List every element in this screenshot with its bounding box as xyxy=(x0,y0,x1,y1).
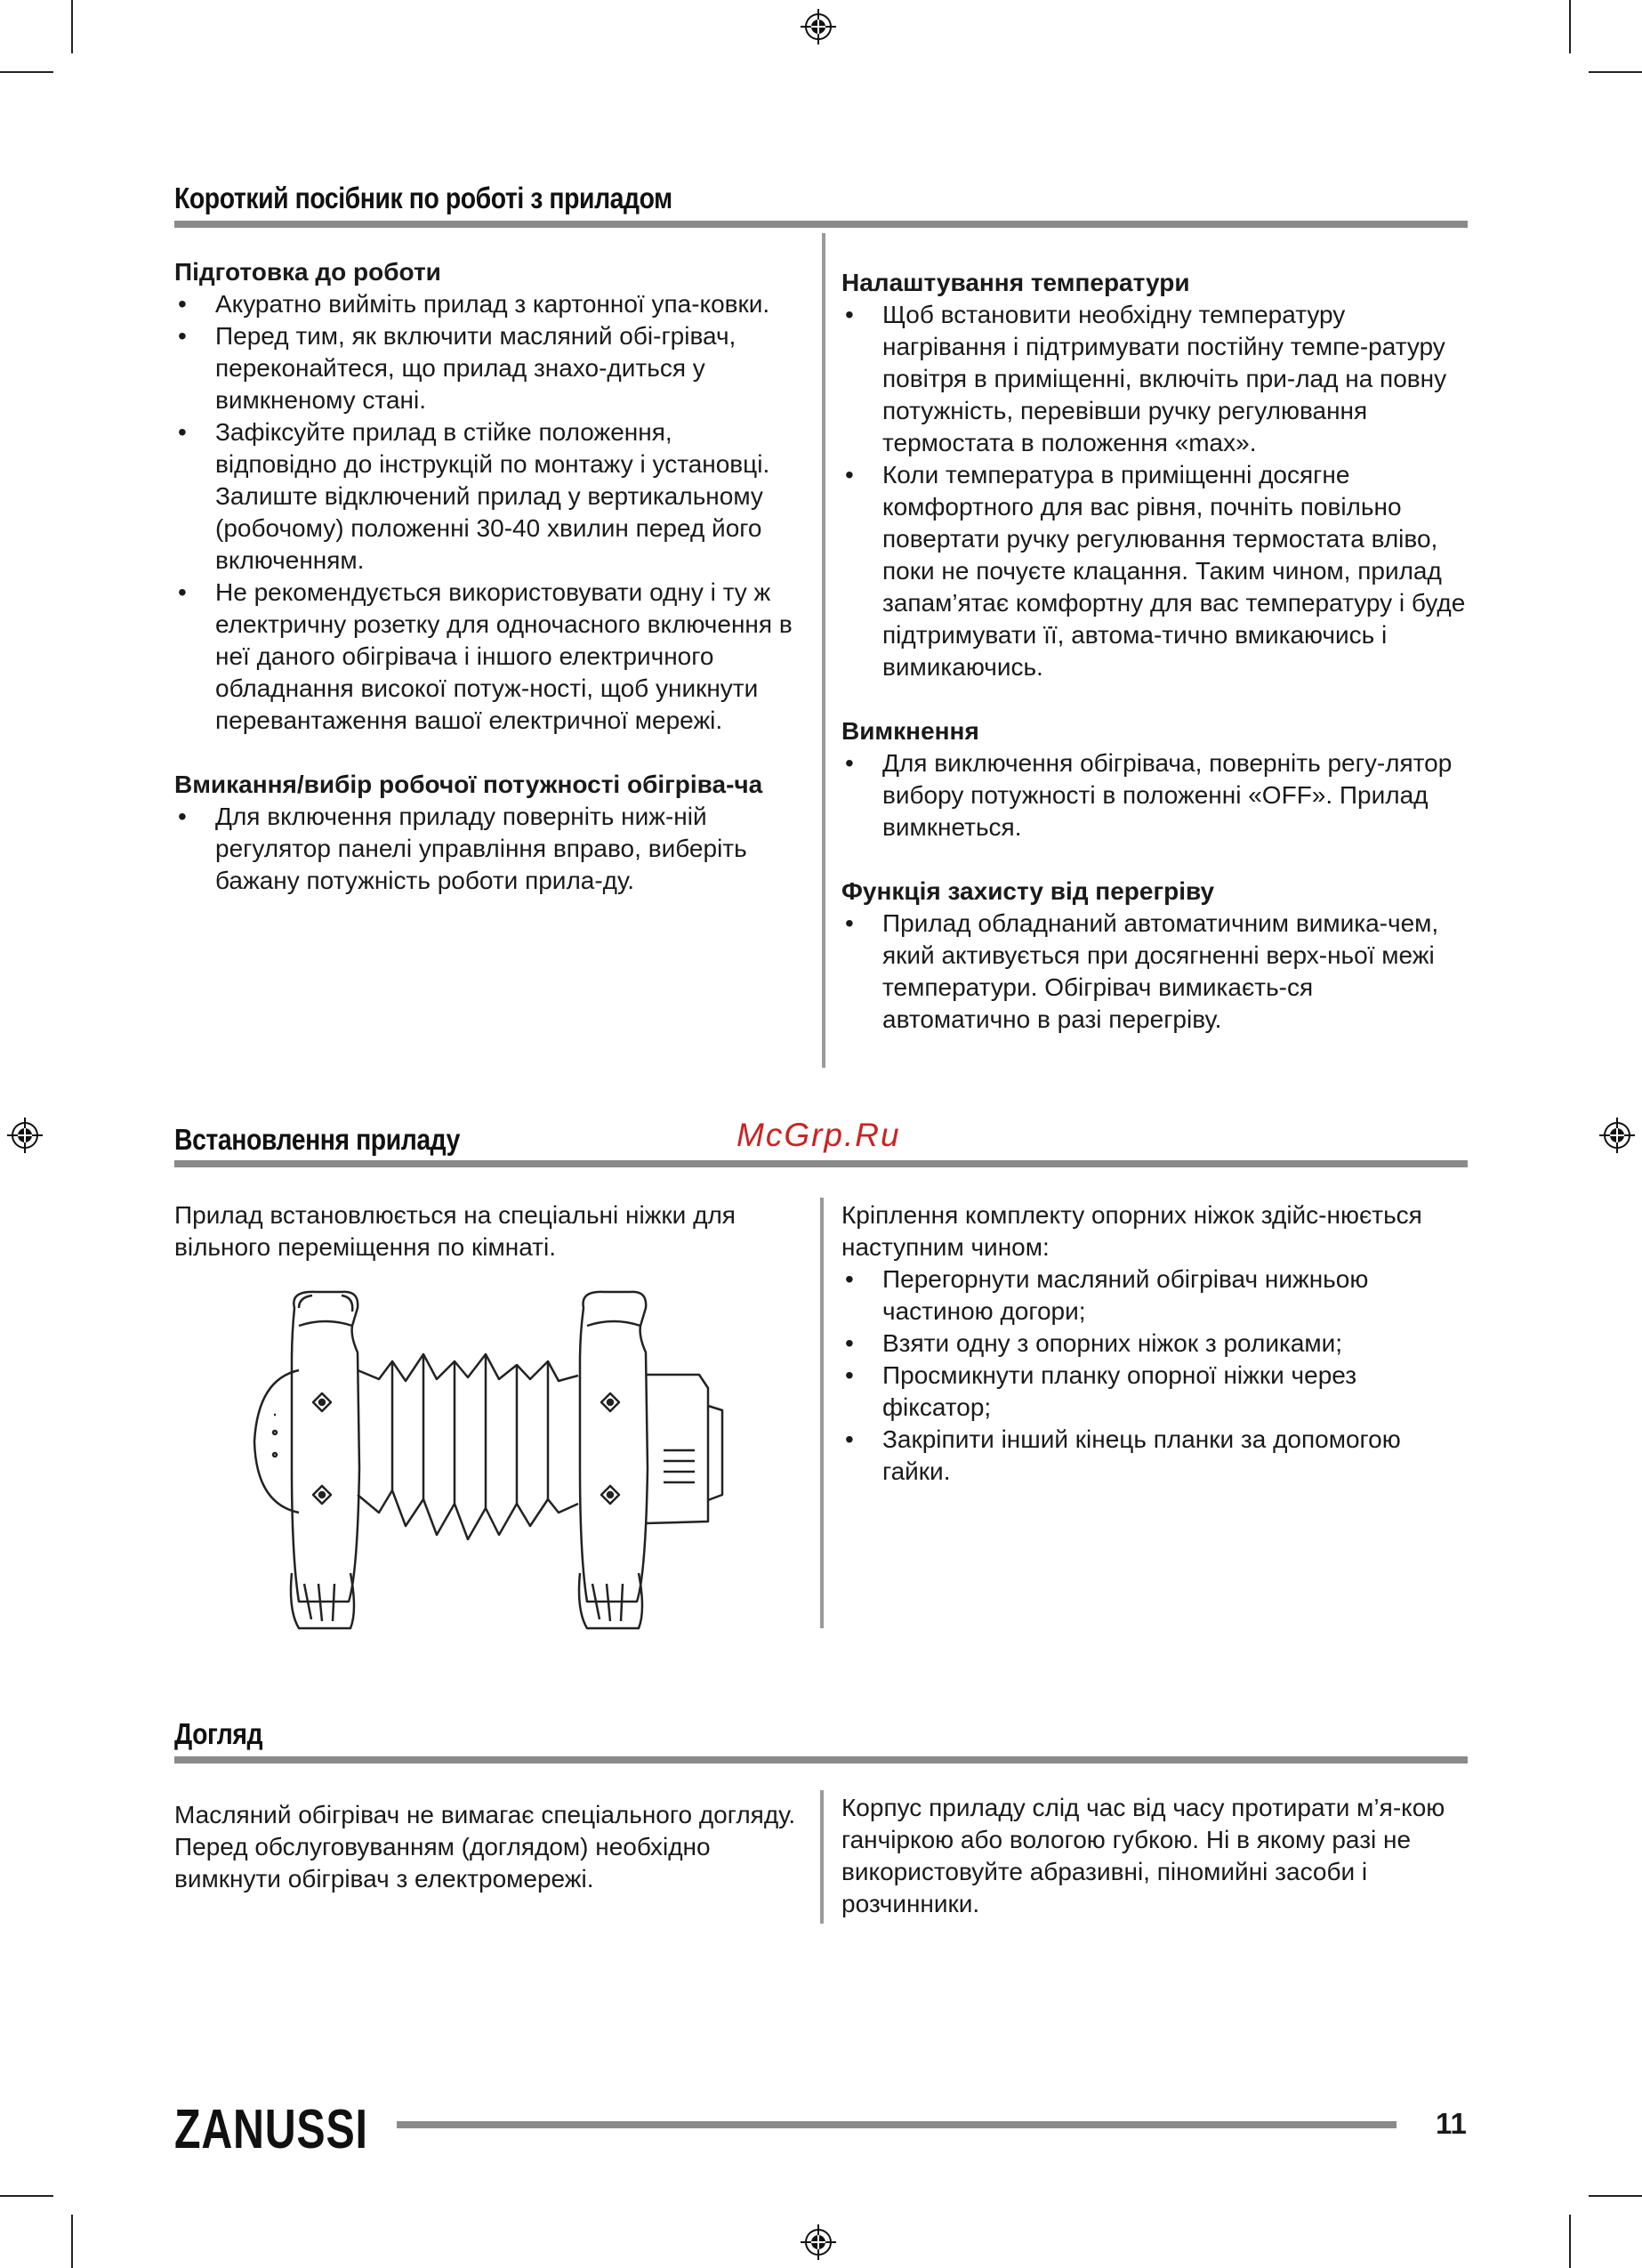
list-item: • Взяти одну з опорних ніжок з роликами; xyxy=(841,1328,1468,1360)
crop-mark xyxy=(1589,71,1642,73)
crop-mark xyxy=(1569,0,1571,53)
list-item: • Прилад обладнаний автоматичним вимика-чем, який активується при досягненні верх-ньої межі температури. Обігрівач вимикаєть-ся автоматично в разі перегріву. xyxy=(841,908,1468,1036)
list-item: • Коли температура в приміщенні досягне комфортного для вас рівня, почніть повільно повертати ручку регулювання термостата вліво, поки не почуєте клацання. Таким чином, прилад запам’ятає комфортну для вас температуру і буде підтримувати її, автома-тично вмикаючись і вимикаючись. xyxy=(841,459,1468,683)
installation-paragraph: Прилад встановлюється на спеціальні ніжки для вільного переміщення по кімнаті. xyxy=(174,1201,736,1261)
crop-mark xyxy=(71,2215,73,2268)
list-item: • Не рекомендується використовувати одну і ту ж електричну розетку для одночасного включення в неї даного обігрівача і іншого електричного обладнання високої потуж-ності, щоб уникнути перевантаження вашої електричної мережі. xyxy=(174,577,797,737)
list-item: • Просмикнути планку опорної ніжки через фіксатор; xyxy=(841,1360,1468,1424)
installation-list xyxy=(841,1263,1468,1488)
temperature-list xyxy=(841,299,1468,683)
registration-mark-icon xyxy=(7,1118,43,1153)
quick-guide-left-column xyxy=(174,256,797,897)
preparation-list xyxy=(174,288,797,737)
registration-mark-icon xyxy=(1599,1118,1635,1153)
page-number: 11 xyxy=(1436,2107,1467,2140)
crop-mark xyxy=(1589,2195,1642,2197)
overheat-list xyxy=(841,908,1468,1036)
section-title-care: Догляд xyxy=(174,1717,263,1750)
off-list xyxy=(841,747,1468,843)
heater-illustration xyxy=(245,1290,735,1646)
crop-mark xyxy=(1569,2215,1571,2268)
subheading-temperature: Налаштування температури xyxy=(841,269,1190,296)
care-paragraph-1: Масляний обігрівач не вимагає спеціального догляду. xyxy=(174,1801,796,1828)
list-item: • Щоб встановити необхідну температуру нагрівання і підтримувати постійну темпе-ратуру повітря в приміщенні, включіть при-лад на повну потужність, перевівши ручку регулювання термостата в положення «max». xyxy=(841,299,1468,459)
section-rule xyxy=(174,1756,1468,1764)
subheading-off: Вимкнення xyxy=(841,717,979,745)
care-right-column xyxy=(841,1792,1468,1920)
section-rule xyxy=(174,221,1468,228)
crop-mark xyxy=(71,0,73,53)
installation-intro: Кріплення комплекту опорних ніжок здійс-нюється наступним чином: xyxy=(841,1201,1422,1261)
care-left-column xyxy=(174,1799,797,1895)
crop-mark xyxy=(0,2195,53,2197)
list-item: • Зафіксуйте прилад в стійке положення, відповідно до інструкцій по монтажу і установці. Залиште відключений прилад у вертикальному (робочому) положенні 30-40 хвилин перед його включенням. xyxy=(174,416,797,577)
subheading-overheat: Функція захисту від перегріву xyxy=(841,877,1215,905)
registration-mark-icon xyxy=(801,2224,836,2260)
care-paragraph-2: Перед обслуговуванням (доглядом) необхідно вимкнути обігрівач з електромережі. xyxy=(174,1833,711,1893)
installation-left-text xyxy=(174,1199,797,1263)
subheading-power: Вмикання/вибір робочої потужності обігріва-ча xyxy=(174,771,763,798)
registration-mark-icon xyxy=(801,9,836,44)
quick-guide-right-column xyxy=(841,267,1468,1036)
footer-rule xyxy=(397,2121,1397,2128)
section-title-installation: Встановлення приладу xyxy=(174,1123,460,1156)
list-item: • Для включення приладу поверніть ниж-ній регулятор панелі управління вправо, виберіть бажану потужність роботи прила-ду. xyxy=(174,801,797,897)
column-divider xyxy=(822,233,825,1068)
subheading-preparation: Підготовка до роботи xyxy=(174,258,441,286)
list-item: • Для виключення обігрівача, поверніть регу-лятор вибору потужності в положенні «OFF». Прилад вимкнеться. xyxy=(841,747,1468,843)
care-paragraph-3: Корпус приладу слід час від часу протирати м’я-кою ганчіркою або вологою губкою. Ні в якому разі не використовуйте абразивні, піномийні засоби і розчинники. xyxy=(841,1794,1445,1917)
list-item: • Перед тим, як включити масляний обі-грівач, переконайтеся, що прилад знахо-диться у вимкненому стані. xyxy=(174,320,797,416)
list-item: • Акуратно вийміть прилад з картонної упа-ковки. xyxy=(174,288,797,320)
column-divider xyxy=(820,1790,824,1924)
list-item: • Перегорнути масляний обігрівач нижньою частиною догори; xyxy=(841,1263,1468,1328)
brand-logo: ZANUSSI xyxy=(174,2099,368,2160)
crop-mark xyxy=(0,71,53,73)
section-rule xyxy=(174,1160,1468,1167)
section-title-quick-guide: Короткий посібник по роботі з приладом xyxy=(174,182,672,214)
watermark: McGrp.Ru xyxy=(736,1117,901,1153)
list-item: • Закріпити інший кінець планки за допомогою гайки. xyxy=(841,1424,1468,1488)
installation-right-column xyxy=(841,1199,1468,1488)
power-list xyxy=(174,801,797,897)
column-divider xyxy=(820,1198,824,1628)
